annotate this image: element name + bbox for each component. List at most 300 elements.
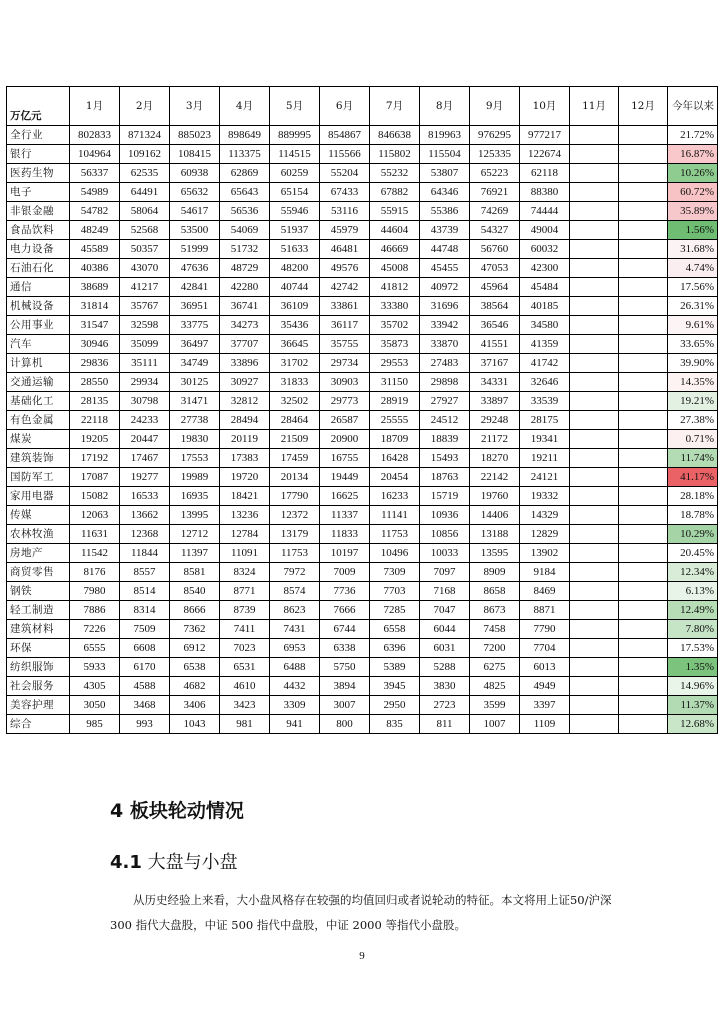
month-value-cell: 12829 xyxy=(520,525,570,544)
month-value-cell: 9184 xyxy=(520,563,570,582)
month-value-cell xyxy=(619,164,668,183)
month-value-cell: 125335 xyxy=(470,145,520,164)
month-value-cell: 28135 xyxy=(70,392,120,411)
month-value-cell: 885023 xyxy=(170,126,220,145)
month-value-cell: 41359 xyxy=(520,335,570,354)
ytd-change-cell: 26.31% xyxy=(668,297,718,316)
month-value-cell: 898649 xyxy=(220,126,270,145)
month-value-cell: 19205 xyxy=(70,430,120,449)
month-value-cell xyxy=(619,183,668,202)
month-value-cell: 6953 xyxy=(270,639,320,658)
month-value-cell: 4305 xyxy=(70,677,120,696)
month-value-cell: 62869 xyxy=(220,164,270,183)
month-value-cell: 800 xyxy=(320,715,370,734)
month-value-cell: 24121 xyxy=(520,468,570,487)
industry-name: 纺织服饰 xyxy=(7,658,70,677)
unit-header: 万亿元 xyxy=(7,87,70,126)
month-value-cell: 14329 xyxy=(520,506,570,525)
month-value-cell: 43739 xyxy=(420,221,470,240)
table-row xyxy=(7,164,718,183)
month-value-cell: 17467 xyxy=(120,449,170,468)
month-value-cell xyxy=(619,487,668,506)
month-value-cell: 47636 xyxy=(170,259,220,278)
industry-name: 综合 xyxy=(7,715,70,734)
month-value-cell xyxy=(619,411,668,430)
ytd-change-cell: 10.26% xyxy=(668,164,718,183)
industry-name: 石油石化 xyxy=(7,259,70,278)
industry-name: 公用事业 xyxy=(7,316,70,335)
month-value-cell: 1109 xyxy=(520,715,570,734)
month-value-cell: 53807 xyxy=(420,164,470,183)
month-value-cell: 108415 xyxy=(170,145,220,164)
month-value-cell: 6170 xyxy=(120,658,170,677)
month-value-cell: 33942 xyxy=(420,316,470,335)
month-value-cell: 8909 xyxy=(470,563,520,582)
month-value-cell: 44748 xyxy=(420,240,470,259)
month-value-cell: 12372 xyxy=(270,506,320,525)
month-header: 4月 xyxy=(220,87,270,126)
month-value-cell: 6396 xyxy=(370,639,420,658)
industry-name: 商贸零售 xyxy=(7,563,70,582)
ytd-change-cell: 31.68% xyxy=(668,240,718,259)
month-value-cell: 11844 xyxy=(120,544,170,563)
month-value-cell: 7703 xyxy=(370,582,420,601)
month-value-cell: 42841 xyxy=(170,278,220,297)
month-value-cell: 46669 xyxy=(370,240,420,259)
month-header: 8月 xyxy=(420,87,470,126)
table-row xyxy=(7,335,718,354)
month-value-cell: 981 xyxy=(220,715,270,734)
month-value-cell: 32812 xyxy=(220,392,270,411)
month-value-cell: 6031 xyxy=(420,639,470,658)
industry-name: 非银金融 xyxy=(7,202,70,221)
month-value-cell: 6538 xyxy=(170,658,220,677)
month-value-cell: 30927 xyxy=(220,373,270,392)
month-value-cell: 65154 xyxy=(270,183,320,202)
month-value-cell xyxy=(570,620,619,639)
month-value-cell: 13902 xyxy=(520,544,570,563)
industry-name: 有色金属 xyxy=(7,411,70,430)
month-value-cell: 53500 xyxy=(170,221,220,240)
month-value-cell: 8658 xyxy=(470,582,520,601)
table-row xyxy=(7,278,718,297)
month-value-cell: 6013 xyxy=(520,658,570,677)
month-value-cell: 58064 xyxy=(120,202,170,221)
month-value-cell: 18763 xyxy=(420,468,470,487)
month-value-cell: 20134 xyxy=(270,468,320,487)
ytd-change-cell: 16.87% xyxy=(668,145,718,164)
month-value-cell: 20119 xyxy=(220,430,270,449)
month-value-cell: 7431 xyxy=(270,620,320,639)
month-value-cell: 37707 xyxy=(220,335,270,354)
month-value-cell: 7458 xyxy=(470,620,520,639)
month-value-cell: 21509 xyxy=(270,430,320,449)
month-value-cell: 104964 xyxy=(70,145,120,164)
month-value-cell: 51937 xyxy=(270,221,320,240)
month-value-cell: 13236 xyxy=(220,506,270,525)
month-value-cell: 56337 xyxy=(70,164,120,183)
table-row xyxy=(7,658,718,677)
month-value-cell xyxy=(570,639,619,658)
month-value-cell: 30798 xyxy=(120,392,170,411)
month-value-cell: 88380 xyxy=(520,183,570,202)
month-value-cell: 65632 xyxy=(170,183,220,202)
month-value-cell xyxy=(570,278,619,297)
industry-name: 煤炭 xyxy=(7,430,70,449)
industry-name: 交通运输 xyxy=(7,373,70,392)
month-value-cell xyxy=(570,449,619,468)
month-value-cell: 12784 xyxy=(220,525,270,544)
month-value-cell: 11753 xyxy=(370,525,420,544)
month-value-cell: 115566 xyxy=(320,145,370,164)
month-value-cell: 29553 xyxy=(370,354,420,373)
month-value-cell: 60032 xyxy=(520,240,570,259)
month-value-cell: 871324 xyxy=(120,126,170,145)
industry-name: 银行 xyxy=(7,145,70,164)
industry-name: 通信 xyxy=(7,278,70,297)
month-value-cell: 28919 xyxy=(370,392,420,411)
month-value-cell xyxy=(619,715,668,734)
month-value-cell: 3007 xyxy=(320,696,370,715)
month-value-cell: 115504 xyxy=(420,145,470,164)
month-value-cell: 40744 xyxy=(270,278,320,297)
month-value-cell xyxy=(619,525,668,544)
month-value-cell xyxy=(619,639,668,658)
month-value-cell xyxy=(619,620,668,639)
month-value-cell xyxy=(619,373,668,392)
industry-name: 农林牧渔 xyxy=(7,525,70,544)
industry-name: 房地产 xyxy=(7,544,70,563)
month-value-cell: 20900 xyxy=(320,430,370,449)
month-value-cell: 7886 xyxy=(70,601,120,620)
month-header: 3月 xyxy=(170,87,220,126)
industry-name: 计算机 xyxy=(7,354,70,373)
month-header: 5月 xyxy=(270,87,320,126)
month-value-cell: 33380 xyxy=(370,297,420,316)
month-value-cell xyxy=(619,335,668,354)
table-row xyxy=(7,240,718,259)
month-value-cell: 13188 xyxy=(470,525,520,544)
month-value-cell: 7009 xyxy=(320,563,370,582)
month-value-cell: 54327 xyxy=(470,221,520,240)
month-value-cell: 41812 xyxy=(370,278,420,297)
month-value-cell: 17553 xyxy=(170,449,220,468)
month-value-cell: 67882 xyxy=(370,183,420,202)
month-header: 11月 xyxy=(570,87,619,126)
industry-name: 医药生物 xyxy=(7,164,70,183)
month-value-cell: 33775 xyxy=(170,316,220,335)
ytd-change-cell: 41.17% xyxy=(668,468,718,487)
month-value-cell: 941 xyxy=(270,715,320,734)
page-number: 9 xyxy=(359,950,365,962)
month-value-cell: 10856 xyxy=(420,525,470,544)
month-value-cell: 40386 xyxy=(70,259,120,278)
month-value-cell xyxy=(619,297,668,316)
market-cap-table-wrapper xyxy=(6,86,716,734)
ytd-change-cell: 6.13% xyxy=(668,582,718,601)
month-value-cell xyxy=(570,696,619,715)
month-value-cell: 35099 xyxy=(120,335,170,354)
month-value-cell: 1043 xyxy=(170,715,220,734)
month-value-cell: 11753 xyxy=(270,544,320,563)
month-value-cell: 29934 xyxy=(120,373,170,392)
month-value-cell xyxy=(570,259,619,278)
month-value-cell: 846638 xyxy=(370,126,420,145)
month-value-cell: 7285 xyxy=(370,601,420,620)
ytd-change-cell: 11.37% xyxy=(668,696,718,715)
month-value-cell: 31696 xyxy=(420,297,470,316)
month-value-cell: 40185 xyxy=(520,297,570,316)
month-value-cell: 74444 xyxy=(520,202,570,221)
month-value-cell: 55946 xyxy=(270,202,320,221)
month-value-cell: 8176 xyxy=(70,563,120,582)
table-row xyxy=(7,506,718,525)
month-value-cell xyxy=(570,582,619,601)
industry-name: 基础化工 xyxy=(7,392,70,411)
month-value-cell xyxy=(619,696,668,715)
month-value-cell: 35873 xyxy=(370,335,420,354)
month-value-cell: 8574 xyxy=(270,582,320,601)
month-value-cell xyxy=(619,563,668,582)
table-header-row xyxy=(7,87,718,126)
month-value-cell: 33896 xyxy=(220,354,270,373)
table-row xyxy=(7,620,718,639)
month-value-cell: 109162 xyxy=(120,145,170,164)
month-value-cell: 31814 xyxy=(70,297,120,316)
month-value-cell xyxy=(619,259,668,278)
month-value-cell: 30946 xyxy=(70,335,120,354)
month-value-cell: 36741 xyxy=(220,297,270,316)
month-value-cell: 31547 xyxy=(70,316,120,335)
table-row xyxy=(7,677,718,696)
month-value-cell: 13662 xyxy=(120,506,170,525)
ytd-change-cell: 27.38% xyxy=(668,411,718,430)
subsection-number: 4.1 xyxy=(110,852,142,873)
industry-name: 社会服务 xyxy=(7,677,70,696)
month-value-cell: 27927 xyxy=(420,392,470,411)
table-row xyxy=(7,449,718,468)
industry-name: 轻工制造 xyxy=(7,601,70,620)
month-value-cell: 122674 xyxy=(520,145,570,164)
month-value-cell: 36117 xyxy=(320,316,370,335)
month-value-cell: 5750 xyxy=(320,658,370,677)
month-value-cell: 4825 xyxy=(470,677,520,696)
month-value-cell xyxy=(619,145,668,164)
ytd-change-cell: 7.80% xyxy=(668,620,718,639)
table-row xyxy=(7,145,718,164)
month-value-cell: 18709 xyxy=(370,430,420,449)
month-value-cell xyxy=(619,354,668,373)
month-value-cell: 8324 xyxy=(220,563,270,582)
month-value-cell: 3309 xyxy=(270,696,320,715)
month-value-cell xyxy=(619,449,668,468)
table-row xyxy=(7,582,718,601)
month-value-cell xyxy=(570,183,619,202)
month-value-cell: 29836 xyxy=(70,354,120,373)
month-value-cell: 24233 xyxy=(120,411,170,430)
month-value-cell: 19449 xyxy=(320,468,370,487)
table-row xyxy=(7,601,718,620)
table-row xyxy=(7,354,718,373)
month-value-cell: 20454 xyxy=(370,468,420,487)
ytd-change-cell: 21.72% xyxy=(668,126,718,145)
month-value-cell: 56760 xyxy=(470,240,520,259)
month-value-cell: 16625 xyxy=(320,487,370,506)
table-row xyxy=(7,297,718,316)
month-value-cell: 4588 xyxy=(120,677,170,696)
month-value-cell: 54989 xyxy=(70,183,120,202)
ytd-change-cell: 9.61% xyxy=(668,316,718,335)
industry-name: 传媒 xyxy=(7,506,70,525)
month-value-cell: 41217 xyxy=(120,278,170,297)
month-value-cell: 819963 xyxy=(420,126,470,145)
month-value-cell: 11337 xyxy=(320,506,370,525)
month-value-cell: 10033 xyxy=(420,544,470,563)
month-value-cell: 12063 xyxy=(70,506,120,525)
month-value-cell: 54617 xyxy=(170,202,220,221)
month-value-cell: 4432 xyxy=(270,677,320,696)
month-value-cell: 8314 xyxy=(120,601,170,620)
month-value-cell: 49004 xyxy=(520,221,570,240)
month-value-cell: 8673 xyxy=(470,601,520,620)
month-value-cell: 13595 xyxy=(470,544,520,563)
month-value-cell: 67433 xyxy=(320,183,370,202)
month-value-cell: 985 xyxy=(70,715,120,734)
month-value-cell: 6608 xyxy=(120,639,170,658)
ytd-change-cell: 28.18% xyxy=(668,487,718,506)
ytd-change-cell: 20.45% xyxy=(668,544,718,563)
month-value-cell: 4610 xyxy=(220,677,270,696)
month-value-cell xyxy=(570,221,619,240)
subsection-heading xyxy=(110,848,238,874)
table-row xyxy=(7,715,718,734)
subsection-title: 大盘与小盘 xyxy=(147,852,238,873)
month-value-cell: 34331 xyxy=(470,373,520,392)
month-value-cell: 18421 xyxy=(220,487,270,506)
table-row xyxy=(7,525,718,544)
month-value-cell xyxy=(619,430,668,449)
month-value-cell: 12368 xyxy=(120,525,170,544)
month-header: 6月 xyxy=(320,87,370,126)
table-row xyxy=(7,544,718,563)
month-value-cell: 16935 xyxy=(170,487,220,506)
month-value-cell: 3397 xyxy=(520,696,570,715)
industry-name: 美容护理 xyxy=(7,696,70,715)
month-value-cell: 16533 xyxy=(120,487,170,506)
month-value-cell: 1007 xyxy=(470,715,520,734)
month-value-cell xyxy=(570,316,619,335)
month-value-cell xyxy=(619,240,668,259)
industry-name: 环保 xyxy=(7,639,70,658)
table-row xyxy=(7,316,718,335)
month-value-cell: 45964 xyxy=(470,278,520,297)
month-value-cell: 42300 xyxy=(520,259,570,278)
ytd-change-cell: 19.21% xyxy=(668,392,718,411)
month-value-cell: 45008 xyxy=(370,259,420,278)
month-value-cell xyxy=(570,392,619,411)
month-value-cell: 33861 xyxy=(320,297,370,316)
month-value-cell: 6531 xyxy=(220,658,270,677)
industry-name: 建筑装饰 xyxy=(7,449,70,468)
industry-name: 食品饮料 xyxy=(7,221,70,240)
ytd-change-cell: 12.34% xyxy=(668,563,718,582)
industry-name: 建筑材料 xyxy=(7,620,70,639)
month-value-cell: 31150 xyxy=(370,373,420,392)
industry-name: 机械设备 xyxy=(7,297,70,316)
month-value-cell: 16233 xyxy=(370,487,420,506)
month-value-cell xyxy=(619,202,668,221)
month-value-cell: 48729 xyxy=(220,259,270,278)
month-value-cell xyxy=(570,411,619,430)
month-value-cell: 46481 xyxy=(320,240,370,259)
month-value-cell: 19332 xyxy=(520,487,570,506)
month-value-cell: 62535 xyxy=(120,164,170,183)
month-value-cell xyxy=(619,677,668,696)
month-value-cell: 13179 xyxy=(270,525,320,544)
month-value-cell: 3406 xyxy=(170,696,220,715)
month-value-cell xyxy=(570,373,619,392)
month-value-cell: 36109 xyxy=(270,297,320,316)
month-value-cell xyxy=(570,658,619,677)
month-value-cell: 7972 xyxy=(270,563,320,582)
month-value-cell xyxy=(570,297,619,316)
month-value-cell xyxy=(619,544,668,563)
ytd-change-cell: 4.74% xyxy=(668,259,718,278)
month-value-cell: 854867 xyxy=(320,126,370,145)
month-value-cell: 5288 xyxy=(420,658,470,677)
month-value-cell: 64491 xyxy=(120,183,170,202)
month-value-cell: 48200 xyxy=(270,259,320,278)
month-value-cell: 28550 xyxy=(70,373,120,392)
month-value-cell: 20447 xyxy=(120,430,170,449)
month-value-cell: 48249 xyxy=(70,221,120,240)
month-value-cell: 27738 xyxy=(170,411,220,430)
month-value-cell: 55204 xyxy=(320,164,370,183)
ytd-change-cell: 12.49% xyxy=(668,601,718,620)
ytd-change-cell: 11.74% xyxy=(668,449,718,468)
month-value-cell: 7023 xyxy=(220,639,270,658)
ytd-change-cell: 60.72% xyxy=(668,183,718,202)
month-value-cell: 802833 xyxy=(70,126,120,145)
month-value-cell: 5933 xyxy=(70,658,120,677)
month-value-cell: 44604 xyxy=(370,221,420,240)
month-value-cell: 32502 xyxy=(270,392,320,411)
body-paragraph: 从历史经验上来看，大小盘风格存在较强的均值回归或者说轮动的特征。本文将用上证50/沪深 300 指代大盘股，中证 500 指代中盘股，中证 2000 等指代小盘股。 xyxy=(110,893,612,932)
month-value-cell: 17087 xyxy=(70,468,120,487)
month-value-cell: 42742 xyxy=(320,278,370,297)
ytd-change-cell: 10.29% xyxy=(668,525,718,544)
month-value-cell: 38564 xyxy=(470,297,520,316)
month-value-cell xyxy=(619,278,668,297)
month-value-cell: 55232 xyxy=(370,164,420,183)
month-value-cell: 7980 xyxy=(70,582,120,601)
month-value-cell: 36645 xyxy=(270,335,320,354)
ytd-change-cell: 18.78% xyxy=(668,506,718,525)
month-value-cell: 7509 xyxy=(120,620,170,639)
month-value-cell: 11542 xyxy=(70,544,120,563)
month-value-cell: 114515 xyxy=(270,145,320,164)
table-row xyxy=(7,696,718,715)
month-value-cell: 53116 xyxy=(320,202,370,221)
month-value-cell: 54782 xyxy=(70,202,120,221)
month-value-cell: 889995 xyxy=(270,126,320,145)
ytd-header: 今年以来 xyxy=(668,87,718,126)
month-value-cell: 7200 xyxy=(470,639,520,658)
month-header: 9月 xyxy=(470,87,520,126)
month-value-cell: 65223 xyxy=(470,164,520,183)
month-value-cell: 6338 xyxy=(320,639,370,658)
month-value-cell: 11091 xyxy=(220,544,270,563)
